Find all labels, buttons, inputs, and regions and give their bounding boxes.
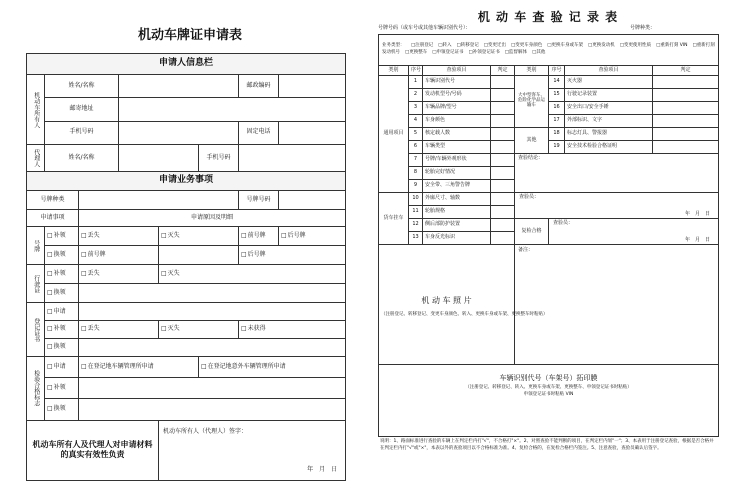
item-name: 车辆类型 [423, 141, 491, 154]
address-label: 邮寄地址 [45, 98, 119, 121]
col-item-right: 查验项目 [565, 66, 653, 76]
plate-type-header: 号牌种类： [630, 25, 656, 31]
inspector-date: 年 月 日 [684, 210, 710, 217]
business-type-label: 业务类型： [382, 43, 405, 49]
cert-replace-checkbox[interactable]: □ 换领 [45, 339, 79, 357]
cert-row-label: 登记证书 [27, 303, 45, 357]
cert-reissue-checkbox[interactable]: □ 补领 [45, 321, 79, 339]
plate-type-label: 号牌种类 [27, 191, 79, 210]
item-no: 4 [409, 115, 423, 128]
reason-header: 申请原因及明细 [79, 210, 346, 227]
business-option-checkbox[interactable]: □补领登记证书 [468, 50, 500, 55]
agent-mobile-label: 手机号码 [199, 144, 239, 171]
inspect-local-checkbox[interactable]: □ 在登记地车辆管理所申请 [79, 357, 199, 378]
inspector-label: 查验员： [519, 194, 540, 200]
col-judge-left: 判定 [491, 66, 515, 76]
item-name: 安全出口/安全手锤 [565, 102, 653, 115]
photo-title: 机 动 车 照 片 [421, 296, 472, 305]
item-judge[interactable] [491, 115, 515, 128]
business-option-checkbox[interactable]: □更换整车 [405, 50, 428, 55]
item-name: 号牌/车辆外观形状 [423, 154, 491, 167]
business-option-checkbox[interactable]: □更换车身或车架 [547, 43, 584, 49]
mobile-field[interactable] [119, 121, 239, 144]
photo-note: （注册登记、转移登记、变更车身颜色、转入、更换车身或车架、更换整车时粘贴） [381, 312, 548, 317]
postcode-field[interactable] [279, 75, 346, 98]
business-option-checkbox[interactable]: □变更迁出 [483, 43, 506, 49]
item-name: 车身反光标识 [423, 232, 491, 245]
inspector-sign-box[interactable] [515, 193, 719, 219]
item-name: 轮胎完好情况 [423, 167, 491, 180]
item-no: 16 [549, 102, 565, 115]
inspection-record-form [378, 34, 718, 436]
item-no: 8 [409, 167, 423, 180]
inspect-remote-checkbox[interactable]: □ 在登记地意外车辆管理所申请 [199, 357, 346, 378]
postcode-label: 邮政编码 [239, 75, 279, 98]
business-option-checkbox[interactable]: □转入 [438, 43, 452, 49]
item-name: 安全技术检验合格证明 [565, 141, 653, 154]
remarks-box[interactable] [515, 245, 719, 365]
business-options [382, 43, 715, 55]
business-option-checkbox[interactable]: □更换发动机 [588, 43, 615, 49]
item-judge[interactable] [491, 219, 515, 232]
item-name: 发动机型号/号码 [423, 89, 491, 102]
item-judge[interactable] [491, 180, 515, 193]
item-name: 核定载人数 [423, 128, 491, 141]
applicant-section-header: 申请人信息栏 [27, 54, 346, 75]
col-no-right: 序号 [549, 66, 565, 76]
reviewer-date: 年 月 日 [684, 236, 710, 243]
item-name: 外廓尺寸、轴数 [423, 193, 491, 206]
item-judge[interactable] [653, 76, 719, 89]
item-name: 车辆品牌/型号 [423, 102, 491, 115]
item-judge[interactable] [491, 102, 515, 115]
item-name: 轮胎规格 [423, 206, 491, 219]
business-option-checkbox[interactable]: □转移登记 [456, 43, 479, 49]
business-option-checkbox[interactable]: □重新打刻 VIN [656, 43, 688, 49]
truck-category-label: 货车挂车 [379, 193, 409, 245]
item-judge[interactable] [653, 102, 719, 115]
plate-reissue-checkbox[interactable]: □ 补领 [45, 227, 79, 246]
item-no: 12 [409, 219, 423, 232]
signature-label: 机动车所有人（代理人）签字： [163, 427, 248, 435]
declaration-text: 机动车所有人及代理人对申请材料的真实有效性负责 [27, 420, 159, 480]
phone-field[interactable] [279, 121, 346, 144]
footer-notes: 说明：1、路面标准进行查验的车辆上在判定栏内打"√"，不合格打"×"。2、对照查验不能判断的项目，在判定栏内划"一"；3、本表用于注册登记查验，根据是否合格并在判定栏内打"√"或"×"，本表以外的查验项目以不合格标准为准。4、复检合格的，在复检合格栏内签注。5、注意查验，查验员确认后签字。 [380, 439, 714, 451]
license-destroyed-checkbox[interactable]: □ 灭失 [159, 265, 346, 284]
item-no: 17 [549, 115, 565, 128]
item-no: 7 [409, 154, 423, 167]
owner-name-field[interactable] [119, 75, 239, 98]
item-no: 9 [409, 180, 423, 193]
business-option-checkbox[interactable]: □监督解体 [504, 50, 528, 55]
col-item-left: 查验项目 [423, 66, 491, 76]
remarks-label: 备注： [518, 247, 534, 253]
item-no: 14 [549, 76, 565, 89]
inspect-row-label: 检验合格标志 [27, 357, 45, 420]
item-name: 侧后部防护装置 [423, 219, 491, 232]
mobile-label: 手机号码 [45, 121, 119, 144]
item-no: 10 [409, 193, 423, 206]
col-category-right: 类别 [515, 66, 549, 76]
item-judge[interactable] [491, 232, 515, 245]
vin-rubbing-box[interactable] [379, 365, 719, 437]
business-option-checkbox[interactable]: □其他 [532, 50, 546, 55]
item-no: 11 [409, 206, 423, 219]
plate-row-label: 号牌 [27, 227, 45, 265]
item-name: 车身颜色 [423, 115, 491, 128]
col-no-left: 序号 [409, 66, 423, 76]
general-items-label: 通用项目 [379, 76, 409, 193]
item-judge[interactable] [491, 167, 515, 180]
item-judge[interactable] [491, 193, 515, 206]
item-no: 2 [409, 89, 423, 102]
license-replace-checkbox[interactable]: □ 换领 [45, 284, 79, 303]
owner-label: 机动车所有人 [27, 75, 45, 145]
item-judge[interactable] [653, 141, 719, 154]
plate-front2-checkbox[interactable]: □ 前号牌 [79, 246, 159, 265]
plate-no-label: 号牌号码 [239, 191, 279, 210]
bus-category-label: 大中型客车、危险化学品运输车 [515, 76, 549, 128]
item-name: 安全带、三角警告牌 [423, 180, 491, 193]
item-name: 标志灯具、警报器 [565, 128, 653, 141]
item-name: 行驶记录装置 [565, 89, 653, 102]
item-judge[interactable] [491, 154, 515, 167]
plate-rear2-checkbox[interactable]: □ 后号牌 [239, 246, 346, 265]
item-judge[interactable] [491, 128, 515, 141]
inspect-replace-checkbox[interactable]: □ 换领 [45, 399, 79, 420]
item-no: 15 [549, 89, 565, 102]
item-judge[interactable] [653, 128, 719, 141]
right-form-title: 机 动 车 查 验 记 录 表 [477, 10, 619, 24]
business-option-checkbox[interactable]: □申领登记证书 [432, 50, 464, 55]
item-judge[interactable] [653, 115, 719, 128]
review-label: 复检合格 [515, 219, 549, 245]
item-judge[interactable] [491, 141, 515, 154]
col-category-left: 类别 [379, 66, 409, 76]
cert-destroyed-checkbox[interactable]: □ 灭失 [159, 321, 239, 339]
signature-box[interactable] [159, 420, 346, 480]
business-type-row [379, 35, 719, 66]
item-no: 5 [409, 128, 423, 141]
cert-lost-checkbox[interactable]: □ 丢失 [79, 321, 159, 339]
license-row-label: 行驶证 [27, 265, 45, 303]
conclusion-box[interactable] [515, 154, 719, 193]
item-judge[interactable] [491, 206, 515, 219]
item-judge[interactable] [491, 76, 515, 89]
business-option-checkbox[interactable]: □注册登记 [410, 43, 434, 49]
inspect-apply-checkbox[interactable]: □ 申请 [45, 357, 79, 378]
owner-name-label: 姓名/名称 [45, 75, 119, 98]
item-header: 申请事项 [27, 210, 79, 227]
cert-apply-checkbox[interactable]: □ 申请 [45, 303, 79, 321]
plate-application-form [26, 53, 345, 481]
address-field[interactable] [119, 98, 346, 121]
plate-replace-checkbox[interactable]: □ 换领 [45, 246, 79, 265]
agent-mobile-field[interactable] [239, 144, 346, 171]
agent-name-label: 姓名/名称 [45, 144, 119, 171]
item-no: 18 [549, 128, 565, 141]
plate-front-checkbox[interactable]: □ 前号牌 [239, 227, 279, 246]
item-no: 6 [409, 141, 423, 154]
vin-note-2: 申领登记证书时粘贴 VIN [523, 392, 574, 397]
plate-no-field[interactable] [279, 191, 346, 210]
plate-number-header: 号牌号码（或车号或其他车辆识别代号）： [378, 25, 471, 31]
vin-note: （注册登记、转移登记、转入、更换车身或车架、更换整车、申领登记证书时粘贴） [465, 385, 632, 390]
inspect-reissue-checkbox[interactable]: □ 补领 [45, 378, 79, 399]
item-name: 车辆识别代号 [423, 76, 491, 89]
item-judge[interactable] [491, 89, 515, 102]
reviewer-label: 查验员： [553, 220, 574, 226]
agent-label: 代理人 [27, 144, 45, 171]
license-reissue-checkbox[interactable]: □ 补领 [45, 265, 79, 284]
cert-not-obtained-checkbox[interactable]: □ 未获得 [239, 321, 346, 339]
signature-date: 年 月 日 [307, 466, 338, 474]
left-form-title: 机动车牌证申请表 [137, 28, 242, 43]
conclusion-label: 查验结论： [518, 155, 544, 161]
item-name: 灭火器 [565, 76, 653, 89]
item-judge[interactable] [653, 89, 719, 102]
reviewer-sign-box[interactable] [549, 219, 719, 245]
business-option-checkbox[interactable]: □变更使用性质 [619, 43, 652, 49]
plate-rear-checkbox[interactable]: □ 后号牌 [279, 227, 346, 246]
phone-label: 固定电话 [239, 121, 279, 144]
item-no: 1 [409, 76, 423, 89]
other-category-label: 其他 [515, 128, 549, 154]
license-lost-checkbox[interactable]: □ 丢失 [79, 265, 159, 284]
plate-lost-checkbox[interactable]: □ 丢失 [79, 227, 159, 246]
business-option-checkbox[interactable]: □变更车身颜色 [511, 43, 543, 49]
item-no: 3 [409, 102, 423, 115]
business-option-checkbox[interactable]: □重新打刻发动机号 [382, 43, 715, 55]
col-judge-right: 判定 [653, 66, 719, 76]
item-no: 13 [409, 232, 423, 245]
vin-title: 车辆识别代号（车架号）拓印膜 [499, 374, 598, 382]
item-name: 外部标识、文字 [565, 115, 653, 128]
agent-name-field[interactable] [119, 144, 199, 171]
plate-type-field[interactable] [79, 191, 239, 210]
item-no: 19 [549, 141, 565, 154]
business-section-header: 申请业务事项 [27, 172, 346, 191]
plate-destroyed-checkbox[interactable]: □ 灭失 [159, 227, 239, 246]
